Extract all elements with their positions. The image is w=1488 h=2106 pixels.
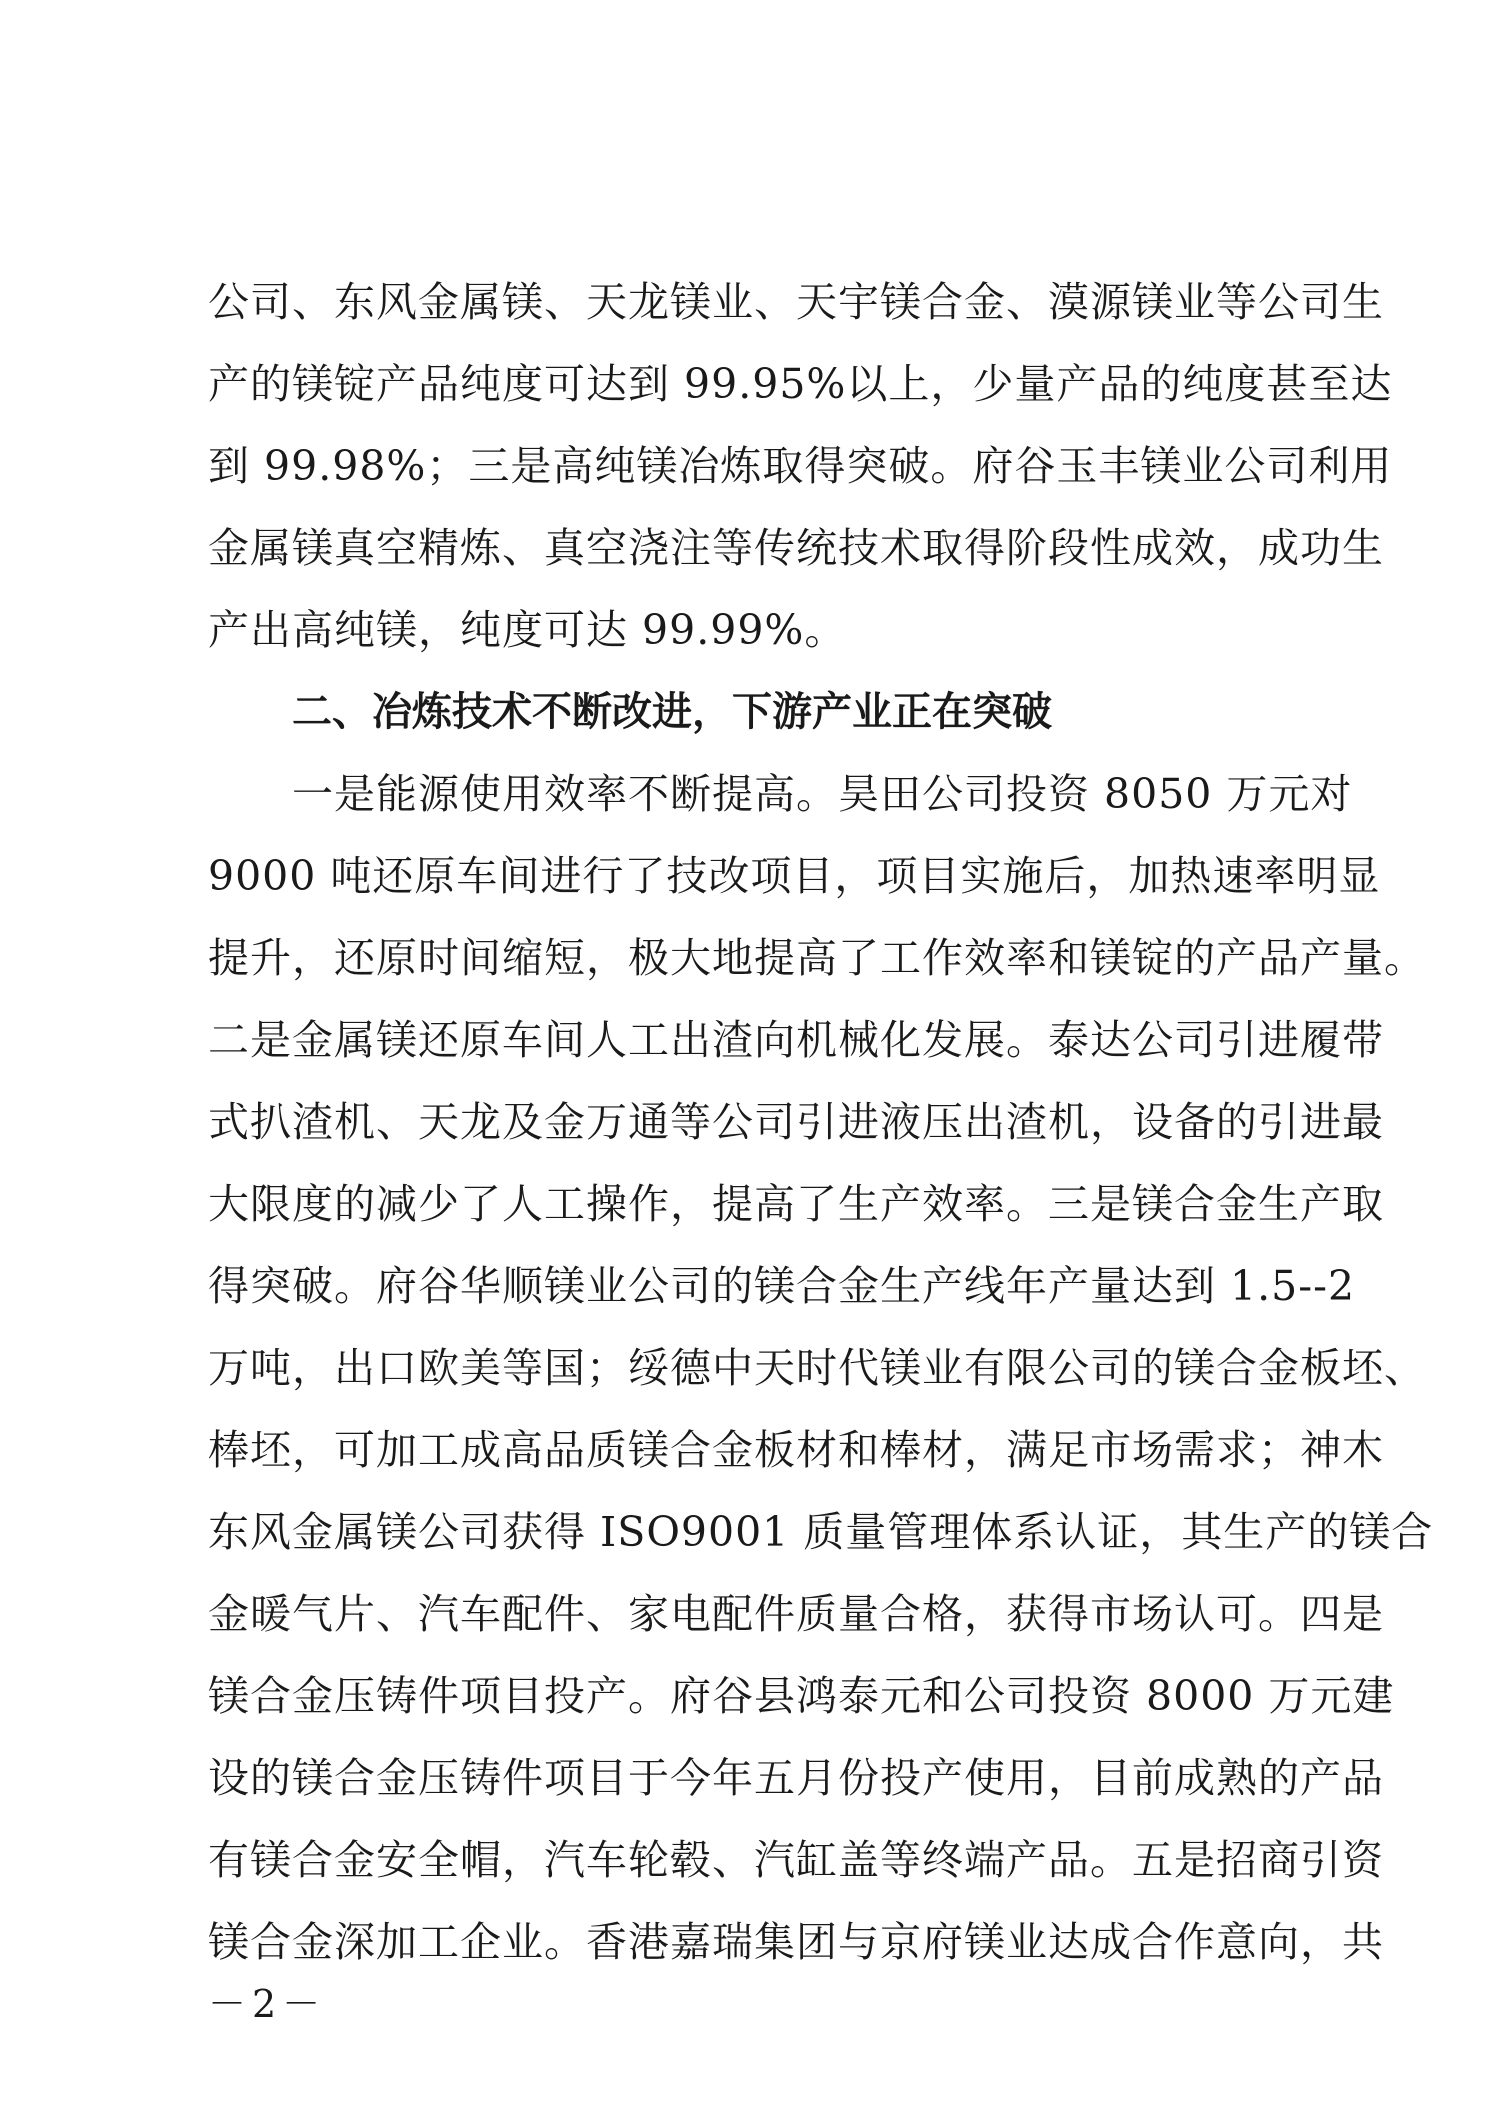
text-line: 镁合金深加工企业。香港嘉瑞集团与京府镁业达成合作意向，共: [208, 1918, 1384, 1966]
text-line: 棒坯，可加工成高品质镁合金板材和棒材，满足市场需求；神木: [208, 1426, 1384, 1474]
text-line: 产的镁锭产品纯度可达到 99.95%以上，少量产品的纯度甚至达: [208, 360, 1393, 408]
text-line: 式扒渣机、天龙及金万通等公司引进液压出渣机，设备的引进最: [208, 1098, 1384, 1146]
text-line: 公司、东风金属镁、天龙镁业、天宇镁合金、漠源镁业等公司生: [208, 278, 1384, 326]
text-line: 镁合金压铸件项目投产。府谷县鸿泰元和公司投资 8000 万元建: [208, 1672, 1395, 1720]
text-line: 9000 吨还原车间进行了技改项目，项目实施后，加热速率明显: [208, 852, 1381, 900]
text-line: 一是能源使用效率不断提高。昊田公司投资 8050 万元对: [292, 770, 1353, 818]
section-heading: 二、冶炼技术不断改进，下游产业正在突破: [292, 689, 1052, 735]
text-line: 到 99.98%；三是高纯镁冶炼取得突破。府谷玉丰镁业公司利用: [208, 442, 1393, 490]
text-line: 万吨，出口欧美等国；绥德中天时代镁业有限公司的镁合金板坯、: [208, 1344, 1426, 1392]
text-line: 设的镁合金压铸件项目于今年五月份投产使用，目前成熟的产品: [208, 1754, 1384, 1802]
page-number: －2－: [208, 1982, 327, 2026]
text-line: 有镁合金安全帽，汽车轮毂、汽缸盖等终端产品。五是招商引资: [208, 1836, 1384, 1884]
text-line: 产出高纯镁，纯度可达 99.99%。: [208, 606, 847, 654]
text-line: 大限度的减少了人工操作，提高了生产效率。三是镁合金生产取: [208, 1180, 1384, 1228]
text-line: 得突破。府谷华顺镁业公司的镁合金生产线年产量达到 1.5--2: [208, 1262, 1356, 1310]
text-line: 金属镁真空精炼、真空浇注等传统技术取得阶段性成效，成功生: [208, 524, 1384, 572]
text-line: 金暖气片、汽车配件、家电配件质量合格，获得市场认可。四是: [208, 1590, 1384, 1638]
text-line: 二是金属镁还原车间人工出渣向机械化发展。泰达公司引进履带: [208, 1016, 1384, 1064]
text-line: 东风金属镁公司获得 ISO9001 质量管理体系认证，其生产的镁合: [208, 1508, 1434, 1556]
text-line: 提升，还原时间缩短，极大地提高了工作效率和镁锭的产品产量。: [208, 934, 1426, 982]
